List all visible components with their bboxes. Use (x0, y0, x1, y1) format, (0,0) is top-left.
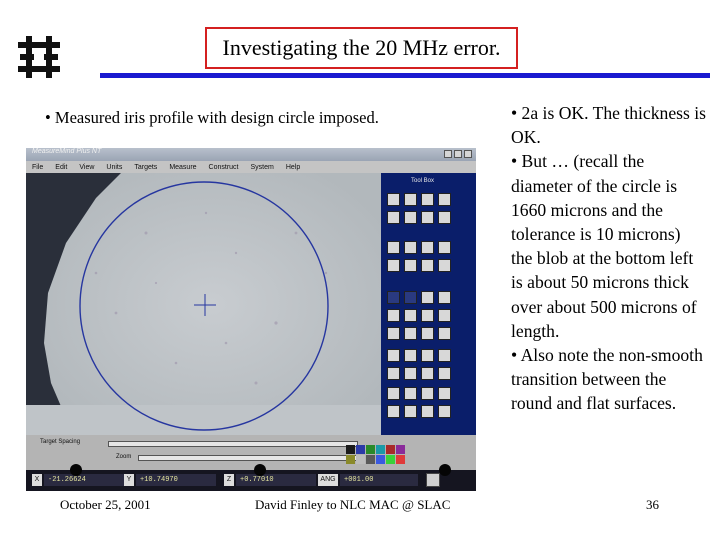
tool-button (387, 387, 400, 400)
tool-button (438, 387, 451, 400)
menu-measure: Measure (169, 163, 197, 171)
tool-button (387, 349, 400, 362)
tool-button (421, 291, 434, 304)
tool-button (421, 259, 434, 272)
tool-box-panel (381, 173, 476, 435)
tool-button (438, 367, 451, 380)
marker-dot (254, 464, 266, 476)
tool-button (438, 405, 451, 418)
title-rule (100, 73, 710, 78)
tool-button (387, 259, 400, 272)
coord-ang-value: +001.00 (340, 474, 418, 486)
tool-button (438, 291, 451, 304)
bullet-item: • 2a is OK. The thickness is OK. (511, 103, 706, 148)
tool-button (421, 327, 434, 340)
tool-button (421, 211, 434, 224)
tool-button (421, 405, 434, 418)
tool-box-label: Tool Box (411, 178, 435, 184)
slide-title: Investigating the 20 MHz error. (205, 27, 518, 69)
page-number: 36 (646, 497, 659, 512)
tool-button (387, 291, 400, 304)
tool-button (404, 327, 417, 340)
coord-z-value: +0.77010 (236, 474, 316, 486)
window-controls (444, 150, 472, 158)
tool-button (387, 211, 400, 224)
tool-button (404, 259, 417, 272)
tool-button (404, 387, 417, 400)
tool-button (404, 349, 417, 362)
menu-targets: Targets (134, 163, 158, 171)
tool-button (421, 349, 434, 362)
menu-file: File (32, 163, 44, 171)
tool-button (438, 193, 451, 206)
bullet-item: • But … (recall the diameter of the circle is 1660 microns and the tolerance is 10 microns) the blob at the bottom left is about 50 microns thick over about 500 microns of length. (511, 151, 697, 341)
coord-x-key: X (32, 474, 42, 486)
zoom-label: Zoom (116, 454, 132, 460)
target-spacing-slider (108, 441, 358, 447)
tool-button (438, 349, 451, 362)
measurement-software-screenshot (26, 148, 476, 491)
coord-y-key: Y (124, 474, 134, 486)
tool-button (387, 241, 400, 254)
menu-edit: Edit (55, 163, 68, 171)
menu-view: View (79, 163, 95, 171)
iris-profile-image (26, 173, 381, 435)
menu-units: Units (106, 163, 123, 171)
tool-button (404, 241, 417, 254)
tool-button (404, 211, 417, 224)
tool-button (387, 309, 400, 322)
tool-button (421, 309, 434, 322)
color-palette (346, 445, 405, 464)
tool-button (421, 241, 434, 254)
tool-button (438, 259, 451, 272)
window-title: MeasureMind Plus NT (32, 148, 102, 155)
fermilab-logo-icon (16, 34, 62, 80)
target-spacing-label: Target Spacing (40, 439, 81, 445)
right-bullet-list (511, 101, 706, 416)
menu-system: System (250, 163, 274, 171)
tool-button (404, 291, 417, 304)
coord-ang-key: ANG (318, 474, 338, 486)
tool-button (404, 367, 417, 380)
menu-bar (26, 161, 476, 173)
target-spacing-strip (26, 435, 476, 470)
coord-x-value: -21.26624 (44, 474, 124, 486)
tool-button (438, 241, 451, 254)
tool-button (387, 193, 400, 206)
tool-button (438, 309, 451, 322)
coord-y-value: +10.74970 (136, 474, 216, 486)
tool-button (387, 327, 400, 340)
tool-button (404, 405, 417, 418)
tool-button (421, 193, 434, 206)
zoom-slider (138, 455, 358, 461)
close-icon (464, 150, 472, 158)
minimize-icon (444, 150, 452, 158)
footer-author: David Finley to NLC MAC @ SLAC (255, 497, 451, 512)
tool-button (421, 387, 434, 400)
footer-date: October 25, 2001 (60, 497, 151, 512)
tool-button (404, 193, 417, 206)
maximize-icon (454, 150, 462, 158)
printer-icon (426, 473, 440, 487)
tool-button (438, 211, 451, 224)
bullet-item: • Also note the non-smooth transition between the round and flat surfaces. (511, 345, 703, 414)
left-bullet: • Measured iris profile with design circle imposed. (45, 108, 379, 127)
tool-button (387, 367, 400, 380)
tool-button (404, 309, 417, 322)
marker-dot (70, 464, 82, 476)
tool-button (421, 367, 434, 380)
tool-button (438, 327, 451, 340)
menu-construct: Construct (208, 163, 239, 171)
coordinate-readout-bar (26, 470, 476, 491)
coord-z-key: Z (224, 474, 234, 486)
iris-profile-svg (26, 173, 381, 435)
window-titlebar (26, 148, 476, 161)
menu-help: Help (285, 163, 301, 171)
marker-dot (439, 464, 451, 476)
tool-button (387, 405, 400, 418)
